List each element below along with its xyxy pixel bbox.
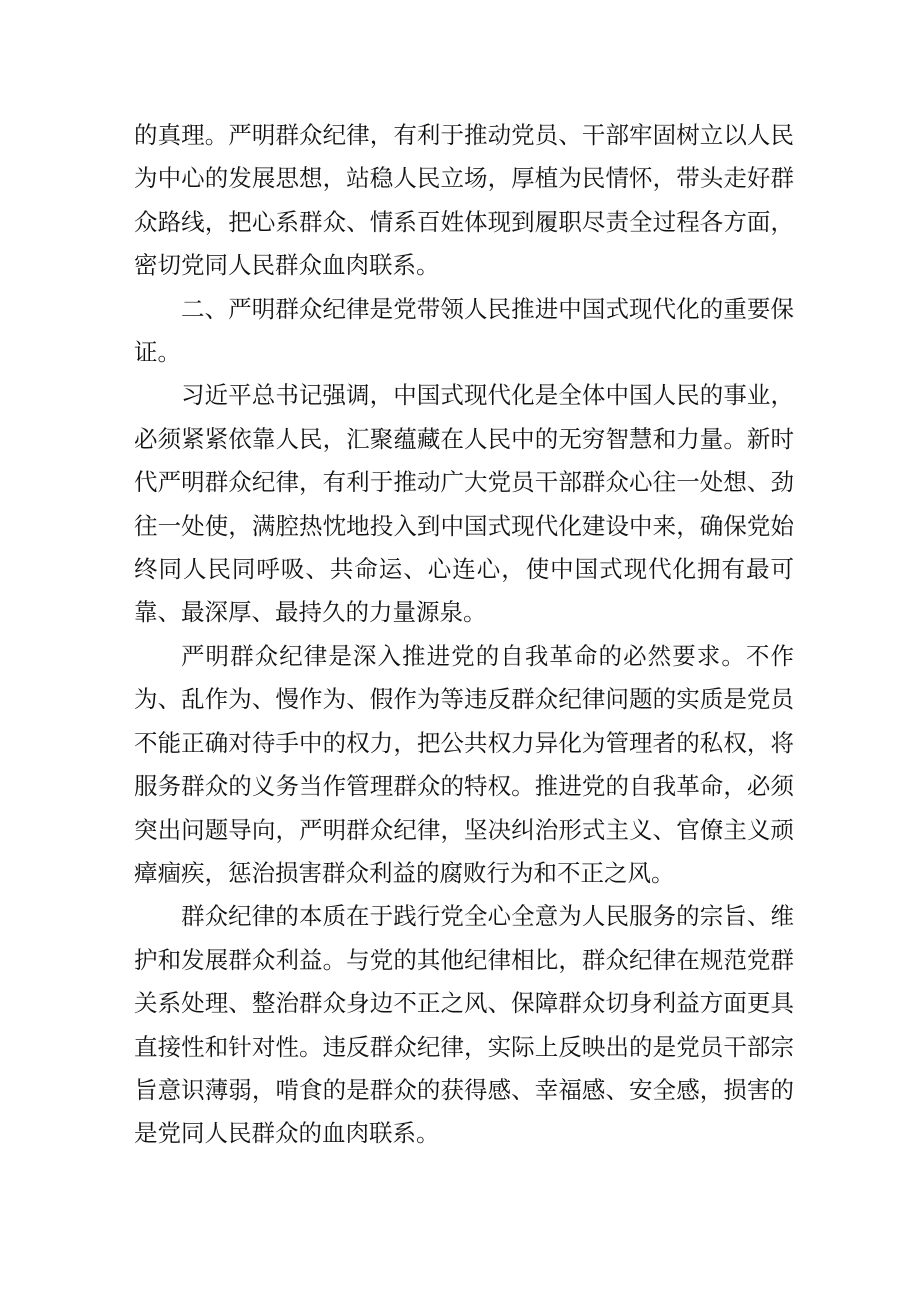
- paragraph-section-heading: 二、严明群众纪律是党带领人民推进中国式现代化的重要保证。: [134, 294, 794, 367]
- paragraph-mass-discipline-essence: 群众纪律的本质在于践行党全心全意为人民服务的宗旨、维护和发展群众利益。与党的其他纪律相比，群众纪律在规范党群关系处理、整治群众身边不正之风、保障群众切身利益方面更具直接性和针对性。违反群众纪律，实际上反映出的是党员干部宗旨意识薄弱，啃食的是群众的获得感、幸福感、安全感，损害的是党同人民群众的血肉联系。: [134, 902, 794, 1148]
- paragraph-continuation: 的真理。严明群众纪律，有利于推动党员、干部牢固树立以人民为中心的发展思想，站稳人民立场，厚植为民情怀，带头走好群众路线，把心系群众、情系百姓体现到履职尽责全过程各方面，密切党同人民群众血肉联系。: [134, 121, 794, 280]
- paragraph-self-revolution: 严明群众纪律是深入推进党的自我革命的必然要求。不作为、乱作为、慢作为、假作为等违反群众纪律问题的实质是党员不能正确对待手中的权力，把公共权力异化为管理者的私权，将服务群众的义务当作管理群众的特权。推进党的自我革命，必须突出问题导向，严明群众纪律，坚决纠治形式主义、官僚主义顽瘴痼疾，惩治损害群众利益的腐败行为和不正之风。: [134, 641, 794, 887]
- document-body: [134, 114, 794, 1156]
- paragraph-xi-quote: 习近平总书记强调，中国式现代化是全体中国人民的事业，必须紧紧依靠人民，汇聚蕴藏在人民中的无穷智慧和力量。新时代严明群众纪律，有利于推动广大党员干部群众心往一处想、劲往一处使，满腔热忱地投入到中国式现代化建设中来，确保党始终同人民同呼吸、共命运、心连心，使中国式现代化拥有最可靠、最深厚、最持久的力量源泉。: [134, 381, 794, 627]
